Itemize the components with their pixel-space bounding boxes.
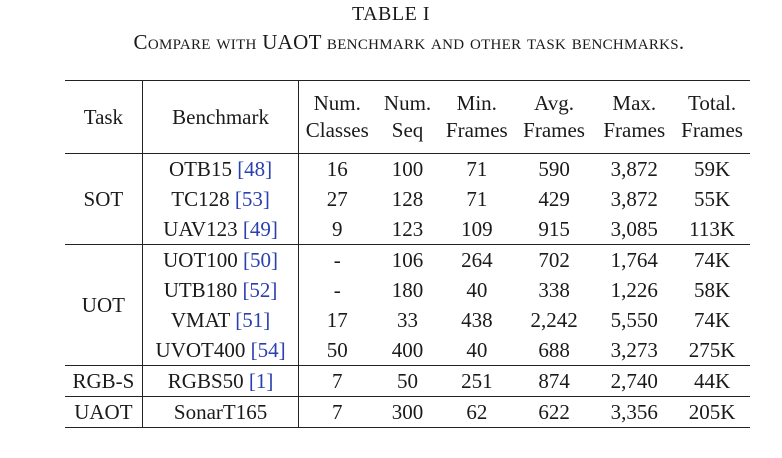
- min-frames-cell: 109: [461, 216, 493, 241]
- task-cell: UAOT: [65, 397, 142, 428]
- max-frames-cell: 1,226: [610, 277, 658, 302]
- min-frames-cell: 71: [466, 186, 488, 211]
- benchmark-name: UAV123: [163, 216, 238, 241]
- benchmark-cell: [142, 335, 299, 366]
- header-benchmark: Benchmark: [142, 81, 299, 154]
- max-frames-cell: 3,872: [610, 156, 658, 181]
- benchmark-name: UTB180: [163, 277, 238, 302]
- citation-link[interactable]: [1]: [248, 368, 274, 393]
- max-frames-cell: 5,550: [610, 307, 658, 332]
- avg-frames-cell: 915: [538, 216, 570, 241]
- table-row: [65, 214, 750, 245]
- benchmark-cell: [142, 245, 299, 276]
- table-caption: Compare with UAOT benchmark and other task benchmarks.: [133, 30, 685, 54]
- total-frames-cell: 275K: [688, 337, 736, 362]
- total-frames-cell: 205K: [674, 397, 750, 428]
- benchmark-name: RGBS50: [167, 368, 244, 393]
- benchmark-name: VMAT: [170, 307, 230, 332]
- header-max-frames: [594, 81, 674, 154]
- avg-frames-cell: 590: [538, 156, 570, 181]
- table-label: TABLE I: [352, 3, 430, 25]
- table-row: [65, 275, 750, 305]
- citation-link[interactable]: [52]: [242, 277, 278, 302]
- classes-cell: 27: [326, 186, 348, 211]
- seq-cell: 100: [391, 156, 424, 181]
- avg-frames-cell: 874: [514, 366, 595, 397]
- table-row: [65, 335, 750, 366]
- task-cell: RGB-S: [65, 366, 142, 397]
- benchmark-name: OTB15: [168, 156, 232, 181]
- min-frames-cell: 40: [466, 337, 488, 362]
- classes-cell: -: [299, 245, 375, 276]
- header-line: Min.: [456, 91, 497, 115]
- total-frames-cell: 74K: [674, 245, 750, 276]
- classes-cell: 16: [326, 156, 348, 181]
- avg-frames-cell: 702: [514, 245, 595, 276]
- header-line: Frames: [603, 118, 666, 142]
- min-frames-cell: 71: [466, 156, 488, 181]
- benchmark-cell: [142, 366, 299, 397]
- citation-link[interactable]: [54]: [250, 337, 286, 362]
- min-frames-cell: 62: [440, 397, 514, 428]
- classes-cell: 7: [299, 366, 375, 397]
- seq-cell: 180: [391, 277, 424, 302]
- min-frames-cell: 251: [440, 366, 514, 397]
- total-frames-cell: 113K: [689, 216, 736, 241]
- header-line: Classes: [305, 118, 369, 142]
- header-task: Task: [65, 81, 142, 154]
- total-frames-cell: 58K: [693, 277, 731, 302]
- table-row: [65, 184, 750, 214]
- classes-cell: 7: [299, 397, 375, 428]
- benchmark-cell: [142, 305, 299, 335]
- table-row: [65, 305, 750, 335]
- max-frames-cell: 3,273: [610, 337, 658, 362]
- avg-frames-cell: 2,242: [530, 307, 578, 332]
- citation-link[interactable]: [53]: [234, 186, 270, 211]
- citation-link[interactable]: [51]: [235, 307, 271, 332]
- benchmark-name: SonarT165: [173, 399, 268, 424]
- benchmark-cell: [142, 154, 299, 185]
- header-line: Frames: [445, 118, 508, 142]
- task-cell: SOT: [65, 154, 142, 245]
- avg-frames-cell: 429: [538, 186, 570, 211]
- classes-cell: 50: [326, 337, 348, 362]
- total-frames-cell: 44K: [674, 366, 750, 397]
- benchmark-cell: [142, 214, 299, 245]
- citation-link[interactable]: [48]: [237, 156, 273, 181]
- benchmark-cell: [142, 275, 299, 305]
- max-frames-cell: 1,764: [594, 245, 674, 276]
- total-frames-cell: 55K: [693, 186, 731, 211]
- seq-cell: 400: [391, 337, 424, 362]
- header-line: Num.: [313, 91, 361, 115]
- header-line: Avg.: [534, 91, 574, 115]
- header-num-classes: [299, 81, 375, 154]
- benchmark-cell: [142, 397, 299, 428]
- header-line: Max.: [612, 91, 657, 115]
- header-num-seq: [375, 81, 440, 154]
- benchmark-cell: [142, 184, 299, 214]
- total-frames-cell: 74K: [693, 307, 731, 332]
- max-frames-cell: 2,740: [594, 366, 674, 397]
- seq-cell: 123: [391, 216, 424, 241]
- benchmark-name: UOT100: [163, 247, 238, 272]
- seq-cell: 106: [375, 245, 440, 276]
- seq-cell: 128: [391, 186, 424, 211]
- classes-cell: -: [333, 277, 341, 302]
- task-cell: UOT: [65, 245, 142, 366]
- classes-cell: 17: [326, 307, 348, 332]
- header-line: Num.: [383, 91, 432, 115]
- header-avg-frames: [514, 81, 595, 154]
- seq-cell: 33: [397, 307, 419, 332]
- min-frames-cell: 264: [440, 245, 514, 276]
- header-line: Frames: [681, 118, 743, 142]
- citation-link[interactable]: [49]: [242, 216, 278, 241]
- citation-link[interactable]: [50]: [243, 247, 279, 272]
- benchmark-name: UVOT400: [155, 337, 246, 362]
- table-row: [65, 154, 750, 185]
- header-min-frames: [440, 81, 514, 154]
- header-row: [65, 81, 750, 154]
- benchmark-name: TC128: [171, 186, 230, 211]
- max-frames-cell: 3,085: [610, 216, 658, 241]
- header-line: Seq: [391, 118, 424, 142]
- min-frames-cell: 40: [466, 277, 488, 302]
- table-row: [65, 397, 750, 428]
- header-line: Total.: [688, 91, 737, 115]
- seq-cell: 50: [375, 366, 440, 397]
- max-frames-cell: 3,872: [610, 186, 658, 211]
- table-row: [65, 245, 750, 276]
- avg-frames-cell: 688: [538, 337, 570, 362]
- seq-cell: 300: [375, 397, 440, 428]
- min-frames-cell: 438: [461, 307, 493, 332]
- classes-cell: 9: [332, 216, 343, 241]
- avg-frames-cell: 338: [538, 277, 570, 302]
- avg-frames-cell: 622: [514, 397, 595, 428]
- table-row: [65, 366, 750, 397]
- header-line: Frames: [523, 118, 585, 142]
- header-total-frames: [674, 81, 750, 154]
- max-frames-cell: 3,356: [594, 397, 674, 428]
- benchmark-comparison-table: [65, 80, 750, 428]
- total-frames-cell: 59K: [693, 156, 731, 181]
